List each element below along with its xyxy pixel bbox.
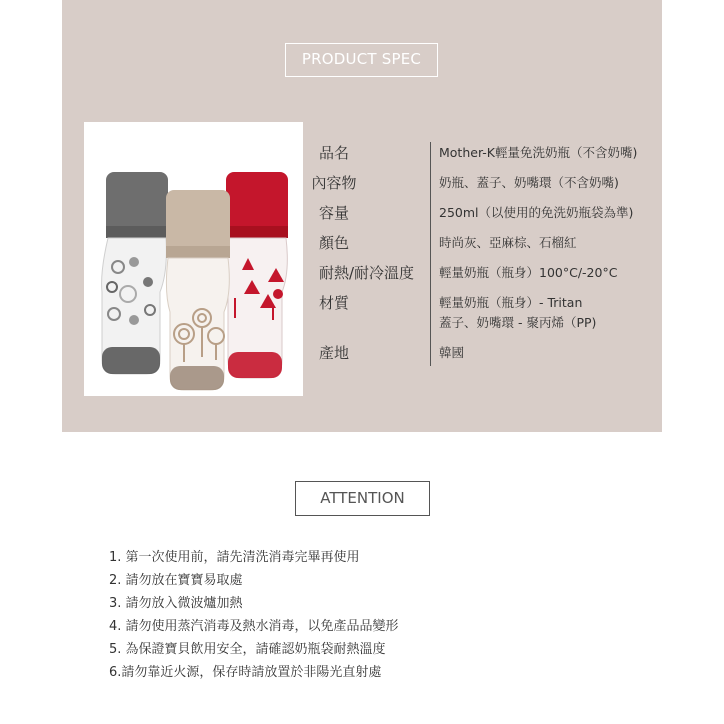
spec-value: 奶瓶、蓋子、奶嘴環（不含奶嘴) xyxy=(439,175,619,190)
spec-label: 產地 xyxy=(318,344,349,362)
attention-item: 1. 第一次使用前，請先清洗消毒完畢再使用 xyxy=(109,550,360,565)
spec-value: 韓國 xyxy=(439,345,465,360)
attention-item: 2. 請勿放在寶寶易取處 xyxy=(109,573,243,588)
spec-value-line2: 蓋子、奶嘴環 - 聚丙烯（PP) xyxy=(439,315,597,330)
attention-item: 5. 為保證寶貝飲用安全，請確認奶瓶袋耐熱溫度 xyxy=(109,642,386,657)
spec-label: 顏色 xyxy=(318,234,349,252)
spec-row xyxy=(62,142,662,166)
product-spec-panel xyxy=(62,0,662,432)
product-spec-heading: PRODUCT SPEC xyxy=(285,43,438,77)
attention-list xyxy=(109,546,399,684)
spec-value: 輕量奶瓶（瓶身）- Tritan xyxy=(439,295,583,310)
spec-label: 容量 xyxy=(318,204,349,222)
spec-label: 品名 xyxy=(318,144,349,162)
attention-item: 3. 請勿放入微波爐加熱 xyxy=(109,596,243,611)
attention-heading: ATTENTION xyxy=(295,481,430,516)
spec-label: 耐熱/耐冷溫度 xyxy=(318,264,414,282)
spec-value: Mother-K輕量免洗奶瓶（不含奶嘴) xyxy=(439,145,638,160)
spec-row xyxy=(62,202,662,226)
attention-item: 4. 請勿使用蒸汽消毒及熱水消毒，以免產品品變形 xyxy=(109,619,399,634)
spec-label: 材質 xyxy=(318,294,349,312)
spec-row xyxy=(62,262,662,286)
spec-row xyxy=(62,292,662,336)
spec-row xyxy=(62,172,662,196)
spec-row xyxy=(62,232,662,256)
attention-item: 6.請勿靠近火源，保存時請放置於非陽光直射處 xyxy=(109,665,382,680)
spec-value: 250ml（以使用的免洗奶瓶袋為準) xyxy=(439,205,634,220)
spec-label: 內容物 xyxy=(311,174,357,192)
spec-value: 輕量奶瓶（瓶身）100°C/-20°C xyxy=(439,265,618,280)
spec-value: 時尚灰、亞麻棕、石榴紅 xyxy=(439,235,577,250)
spec-row xyxy=(62,342,662,366)
